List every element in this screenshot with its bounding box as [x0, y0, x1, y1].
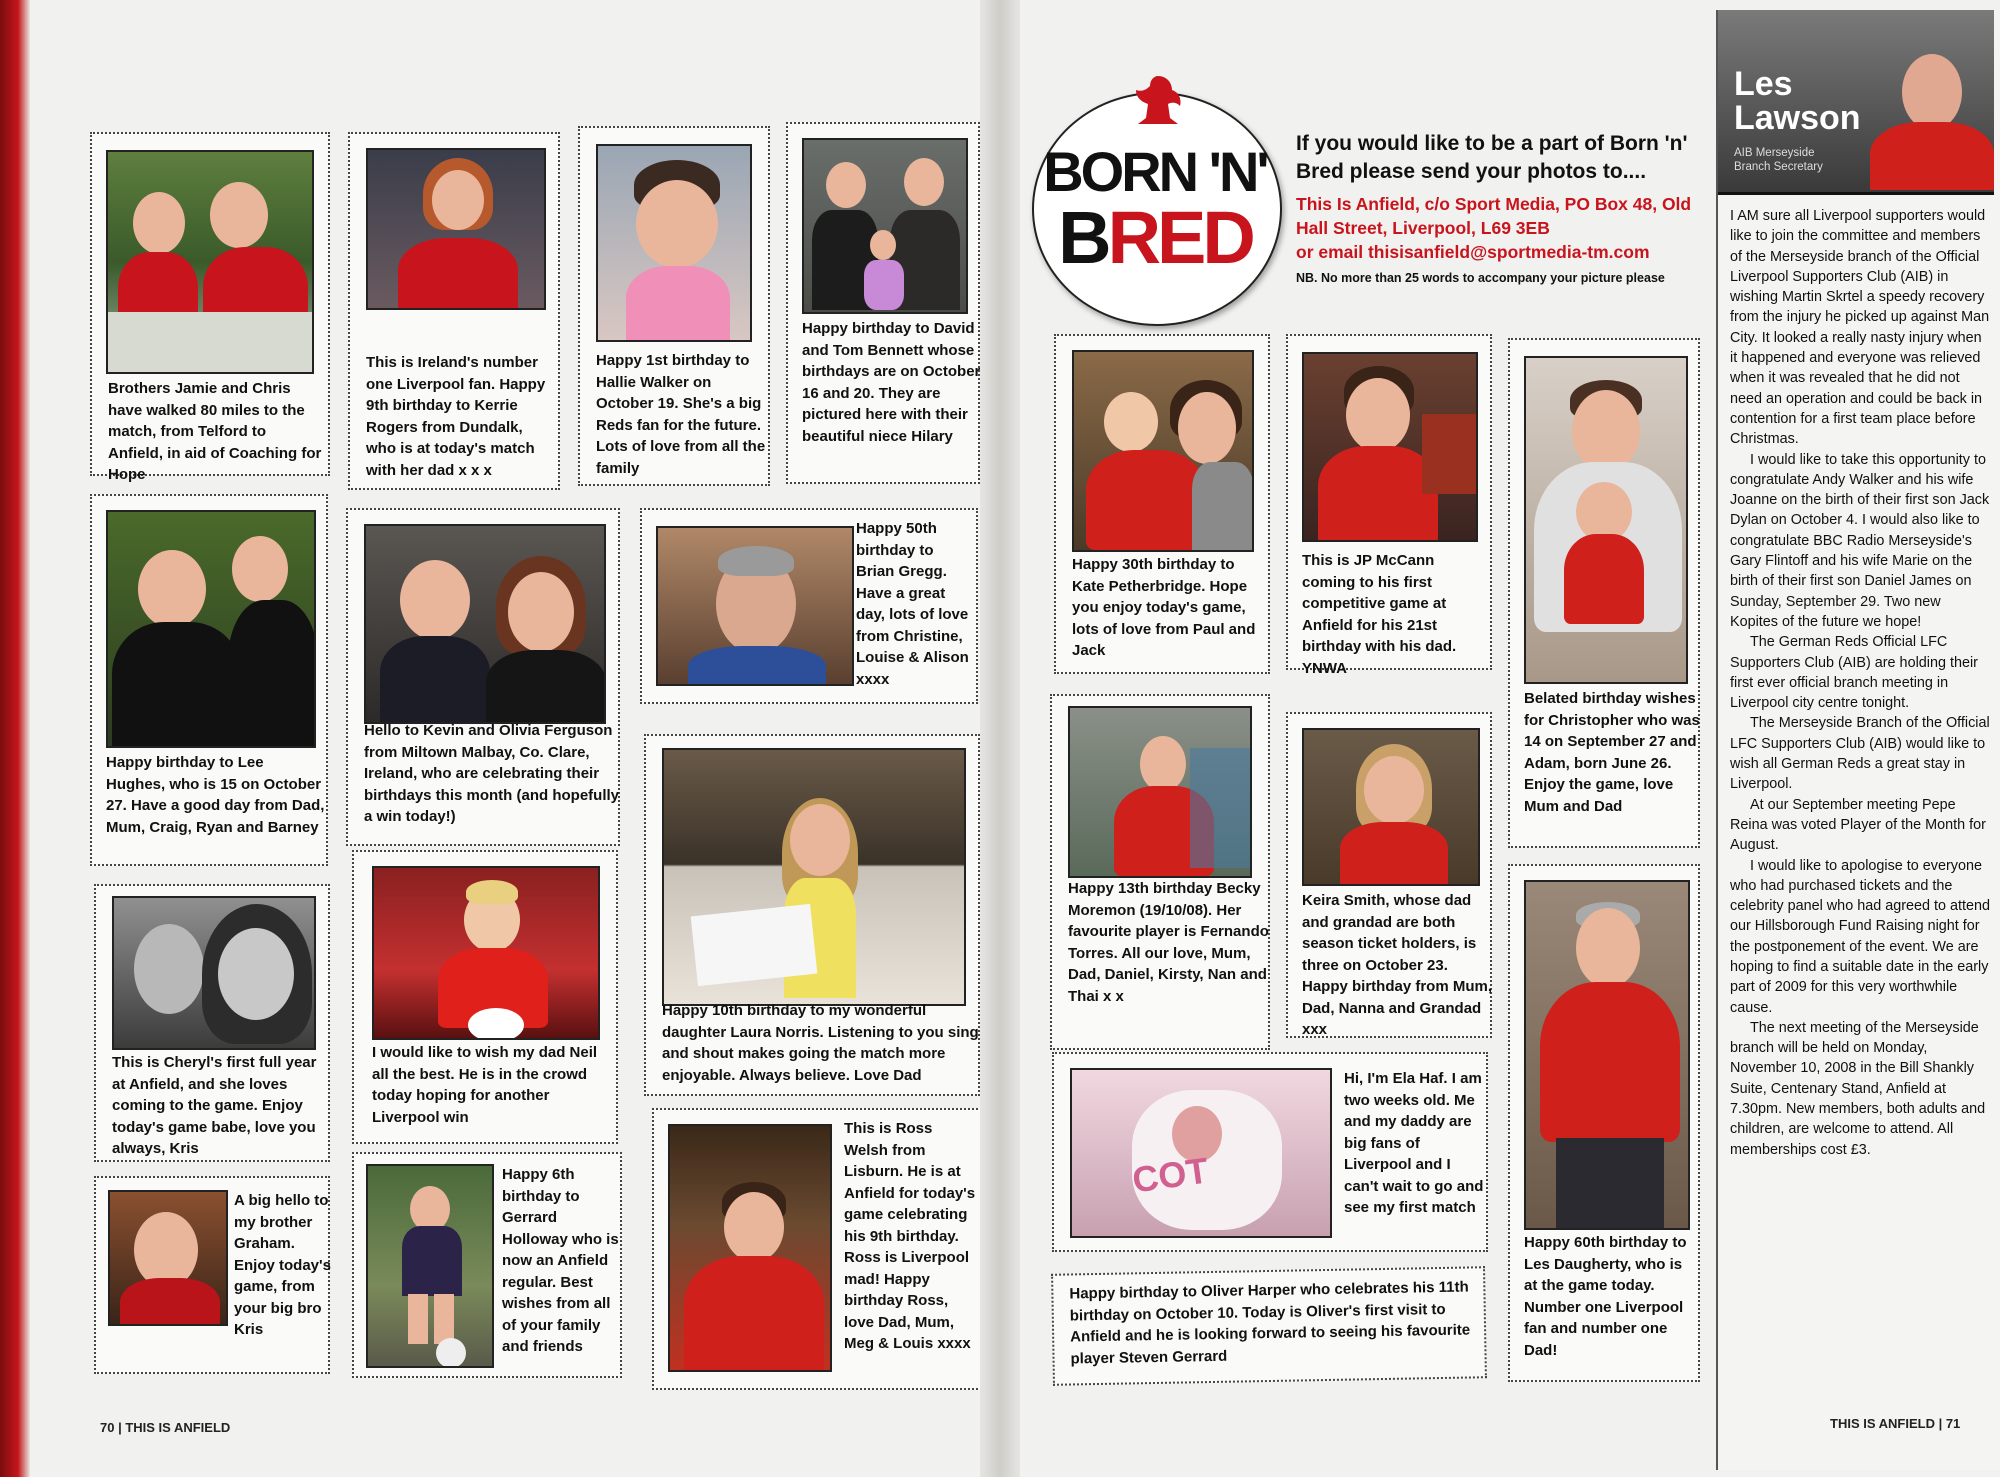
photo-ela	[1070, 1068, 1332, 1238]
page-number-right: THIS IS ANFIELD | 71	[1830, 1416, 1961, 1431]
card-cheryl	[94, 884, 330, 1162]
photo-keira	[1302, 728, 1480, 886]
card-laura	[644, 734, 980, 1096]
logo-word-red: RED	[1107, 196, 1252, 279]
card-neil	[352, 850, 618, 1144]
caption-graham: A big hello to my brother Graham. Enjoy today's game, from your big bro Kris	[234, 1192, 331, 1338]
columnist-header	[1718, 10, 1994, 195]
columnist-role-1: AIB Merseyside	[1734, 147, 1815, 159]
logo-line-1: BORN 'N'	[1043, 140, 1267, 203]
photo-kerrie	[366, 148, 546, 310]
caption-laura: Happy 10th birthday to my wonderful daughter Laura Norris. Listening to you sing and shout makes going the match more enjoyable. Always believe. Love Dad	[662, 1002, 979, 1084]
columnist-panel	[1718, 10, 2000, 1470]
caption-christopher: Belated birthday wishes for Christopher who was 14 on September 27 and Adam, born June 26. Enjoy the game, love Mum and Dad	[1524, 690, 1700, 815]
caption-ross: This is Ross Welsh from Lisburn. He is at Anfield for today's game celebrating his 9th birthday. Ross is Liverpool mad! Happy birthday Ross, love Dad, Mum, Meg & Louis xxxx	[844, 1120, 976, 1352]
photo-christopher	[1524, 356, 1688, 684]
card-bennett	[786, 122, 980, 484]
column-paragraph: At our September meeting Pepe Reina was voted Player of the Month for August.	[1730, 796, 1986, 854]
caption-cheryl: This is Cheryl's first full year at Anfield, and she loves coming to the game. Enjoy today's game babe, love you always, Kris	[112, 1054, 317, 1157]
caption-jp: This is JP McCann coming to his first competitive game at Anfield for his 21st birthday with his dad. YNWA	[1302, 552, 1457, 677]
columnist-last-name: Lawson	[1734, 99, 1861, 137]
submission-note: NB. No more than 25 words to accompany your picture please	[1296, 271, 1665, 285]
submission-header	[1296, 130, 1706, 286]
right-page	[1000, 0, 2000, 1477]
caption-ferguson: Hello to Kevin and Olivia Ferguson from Miltown Malbay, Co. Clare, Ireland, who are celebrating their birthdays this month (and hopefully a win today!)	[364, 722, 619, 825]
card-gerrard	[352, 1152, 622, 1378]
photo-becky	[1068, 706, 1252, 878]
logo-letter-b: B	[1058, 196, 1108, 279]
card-les	[1508, 864, 1700, 1382]
card-hallie	[578, 126, 770, 486]
card-lee	[90, 494, 328, 866]
born-n-bred-logo	[1032, 92, 1282, 326]
column-paragraph: The German Reds Official LFC Supporters Club (AIB) are holding their first ever official branch meeting in Liverpool city centre tonight.	[1730, 634, 1978, 712]
caption-ela: Hi, I'm Ela Haf. I am two weeks old. Me and my daddy are big fans of Liverpool and I can't wait to go and see my first match	[1344, 1070, 1484, 1216]
card-ela	[1052, 1052, 1488, 1252]
card-ferguson	[346, 508, 620, 846]
photo-jamie-chris	[106, 150, 314, 374]
caption-lee: Happy birthday to Lee Hughes, who is 15 on October 27. Have a good day from Dad, Mum, Craig, Ryan and Barney	[106, 754, 325, 836]
caption-kate: Happy 30th birthday to Kate Petherbridge. Hope you enjoy today's game, lots of love from Paul and Jack	[1072, 556, 1256, 659]
caption-bennett: Happy birthday to David and Tom Bennett whose birthdays are on October 16 and 20. They are pictured here with their beautiful niece Hilary	[802, 320, 981, 445]
photo-les	[1524, 880, 1690, 1230]
photo-brian	[656, 526, 854, 686]
column-body	[1730, 206, 1990, 1160]
column-paragraph: I would like to take this opportunity to congratulate Andy Walker and his wife Joanne on the birth of their first son Jack Dylan on October 4. I would also like to congratulate BBC Radio Merseyside's Gary Flintoff and his wife Marie on the birth of their first son Daniel James on Sunday, September 29. Two new Kopites of the future we hope!	[1730, 451, 1990, 630]
left-red-edge	[0, 0, 30, 1477]
caption-hallie: Happy 1st birthday to Hallie Walker on October 19. She's a big Reds fan for the future. Lots of love from all the family	[596, 352, 766, 477]
photo-ross	[668, 1124, 832, 1372]
page-number-left: 70 | THIS IS ANFIELD	[100, 1420, 231, 1435]
photo-graham	[108, 1190, 228, 1326]
columnist-role-2: Branch Secretary	[1734, 161, 1823, 173]
liverbird-icon	[1128, 72, 1188, 134]
card-christopher	[1508, 338, 1700, 848]
caption-kerrie: This is Ireland's number one Liverpool fan. Happy 9th birthday to Kerrie Rogers from Dundalk, who is at today's match with her dad x x x	[366, 354, 546, 479]
caption-brian: Happy 50th birthday to Brian Gregg. Have a great day, lots of love from Christine, Louise & Alison xxxx	[856, 520, 969, 688]
map-image	[108, 312, 314, 374]
photo-lee	[106, 510, 316, 748]
card-jamie-chris	[90, 132, 330, 483]
caption-becky: Happy 13th birthday Becky Moremon (19/10/08). Her favourite player is Fernando Torres. All our love, Mum, Dad, Daniel, Kirsty, Nan and Thai x x	[1068, 880, 1269, 1005]
card-becky	[1050, 694, 1270, 1050]
caption-oliver: Happy birthday to Oliver Harper who celebrates his 11th birthday on October 10. Today is Oliver's first visit to Anfield and he is looking forward to seeing his favourite player Steven Gerrard	[1069, 1278, 1471, 1367]
photo-ferguson	[364, 524, 606, 724]
columnist-first-name: Les	[1734, 65, 1793, 103]
card-keira	[1286, 712, 1492, 1038]
caption-les: Happy 60th birthday to Les Daugherty, who is at the game today. Number one Liverpool fan and number one Dad!	[1524, 1234, 1687, 1359]
caption-gerrard: Happy 6th birthday to Gerrard Holloway who is now an Anfield regular. Best wishes from all of your family and friends	[502, 1166, 619, 1355]
submission-headline: If you would like to be a part of Born 'n' Bred please send your photos to....	[1296, 132, 1688, 183]
blanket-lettering: COT	[1129, 1149, 1211, 1201]
card-graham	[94, 1176, 330, 1374]
photo-bennett	[802, 138, 968, 314]
photo-jp	[1302, 352, 1478, 542]
column-paragraph: The Merseyside Branch of the Official LFC Supporters Club (AIB) would like to wish all German Reds a great stay in Liverpool.	[1730, 715, 1990, 793]
card-ross	[652, 1108, 982, 1390]
logo-line-2	[1040, 198, 1270, 278]
card-jp	[1286, 334, 1492, 677]
caption-keira: Keira Smith, whose dad and grandad are both season ticket holders, is three on October 23. Happy birthday from Mum, Dad, Nanna and Grandad xxx	[1302, 892, 1493, 1038]
photo-neil	[372, 866, 600, 1040]
photo-gerrard	[366, 1164, 494, 1368]
column-paragraph: I AM sure all Liverpool supporters would like to join the committee and members of the Merseyside branch of the Official Liverpool Supporters Club (AIB) in wishing Martin Skrtel a speedy recovery from the injury he picked up against Man City. It looked a really nasty injury when it happened and everyone was relieved when it was revealed that he did not need an operation and could be back in contention for a first team place before Christmas.	[1730, 208, 1990, 448]
card-kate	[1054, 334, 1270, 674]
column-paragraph: The next meeting of the Merseyside branch will be held on Monday, November 10, 2008 in the Bill Shankly Suite, Centenary Stand, Anfield at 7.30pm. New members, both adults and children, are welcome to attend. All memberships cost £3.	[1730, 1019, 1986, 1158]
submission-email[interactable]: or email thisisanfield@sportmedia-tm.com	[1296, 242, 1650, 262]
card-kerrie	[348, 132, 560, 490]
card-oliver	[1051, 1266, 1487, 1386]
card-brian	[640, 508, 978, 704]
photo-kate	[1072, 350, 1254, 552]
column-paragraph: I would like to apologise to everyone who had purchased tickets and the celebrity panel who had agreed to attend our Hillsborough Fund Raising night for the postponement of the event. We are hoping to find a suitable date in the early part of 2009 for this very worthwhile cause.	[1730, 857, 1991, 1016]
caption-neil: I would like to wish my dad Neil all the best. He is in the crowd today hoping for another Liverpool win	[372, 1044, 598, 1126]
photo-hallie	[596, 144, 752, 342]
photo-laura	[662, 748, 966, 1006]
spine-gutter	[980, 0, 1020, 1477]
submission-address: This Is Anfield, c/o Sport Media, PO Box 48, Old Hall Street, Liverpool, L69 3EB	[1296, 194, 1692, 238]
photo-cheryl	[112, 896, 316, 1050]
columnist-photo	[1862, 40, 1994, 190]
caption-jamie-chris: Brothers Jamie and Chris have walked 80 miles to the match, from Telford to Anfield, in aid of Coaching for Hope	[108, 380, 322, 483]
